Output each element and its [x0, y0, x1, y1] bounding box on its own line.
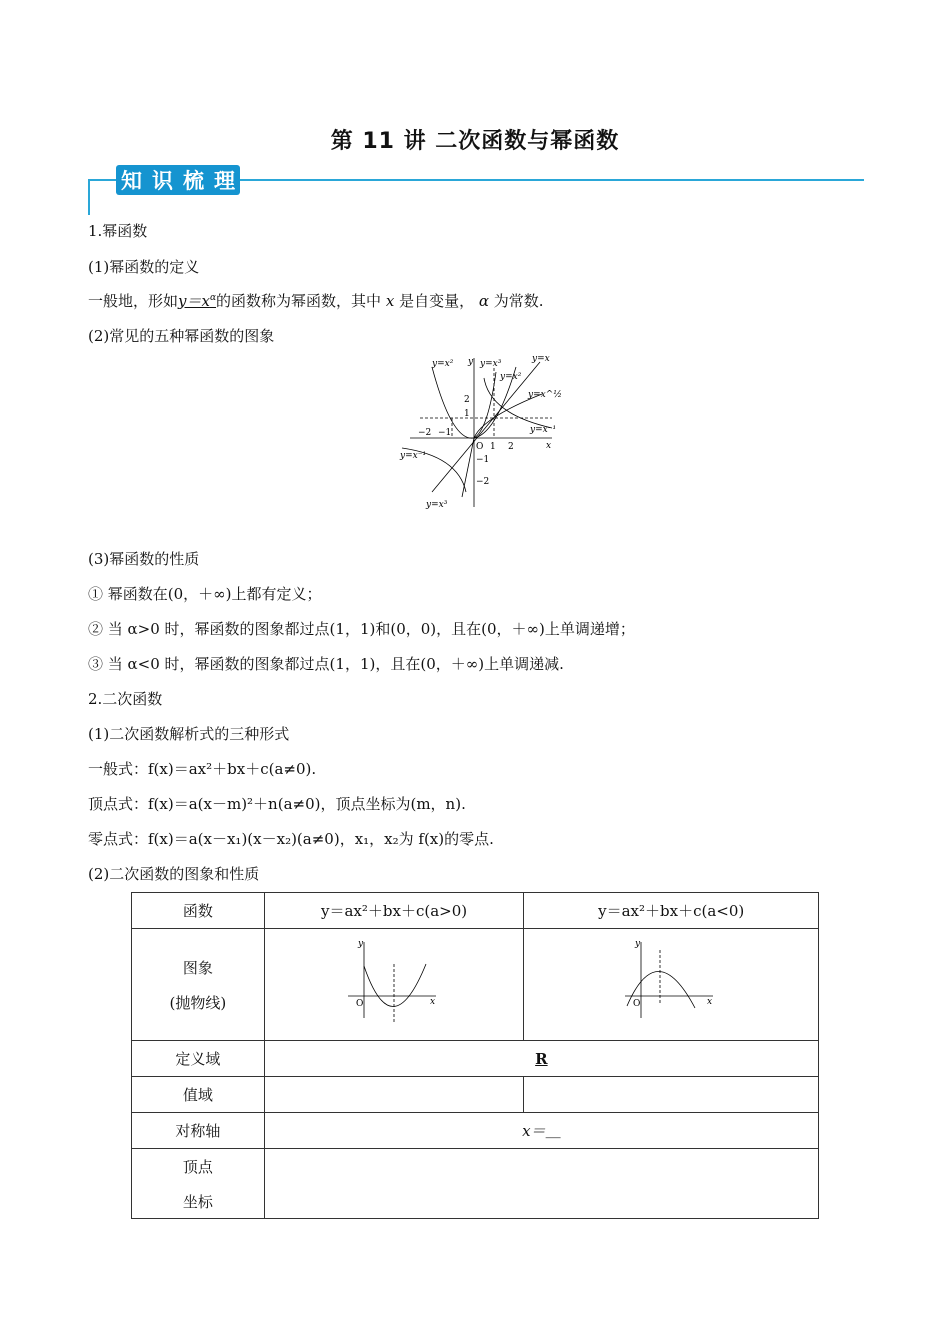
parabola-down-plot [621, 938, 721, 1028]
axis-value-text: x＝ [522, 1122, 546, 1140]
empty-cell [524, 1077, 819, 1113]
axis-value [264, 1113, 818, 1149]
domain-value-text: R [535, 1049, 548, 1068]
table-row [132, 929, 819, 1041]
label-x: y=x [532, 354, 550, 364]
section-banner [88, 165, 864, 215]
tick-neg1: −1 [438, 428, 452, 438]
label-inv-left: y=x⁻¹ [400, 451, 427, 461]
axis-label-x: x [707, 996, 713, 1007]
table-row [132, 1113, 819, 1149]
forms-heading: (1)二次函数解析式的三种形式 [88, 725, 290, 743]
row-label-line: (抛物线) [169, 993, 227, 1012]
property-1: ① 幂函数在(0，＋∞)上都有定义； [88, 585, 322, 603]
tick-y1: 1 [464, 409, 470, 419]
banner-char: 知 [121, 169, 142, 193]
banner-char: 梳 [183, 169, 204, 193]
parabola-up-plot [344, 938, 444, 1028]
row-label-line: 顶点 [182, 1157, 213, 1176]
property-2: ② 当 α>0 时，幂函数的图象都过点(1，1)和(0，0)，且在(0，＋∞)上单调递增； [88, 620, 635, 638]
property-3: ③ 当 α<0 时，幂函数的图象都过点(1，1)，且在(0，＋∞)上单调递减. [88, 655, 564, 673]
tick-x1: 1 [490, 442, 496, 452]
axis-blank: ＿ [545, 1122, 561, 1140]
label-x2: y=x² [432, 359, 454, 369]
curve-x [432, 362, 540, 492]
tick-x2: 2 [508, 442, 514, 452]
row-label-line: 坐标 [182, 1192, 213, 1211]
axis-label-y: y [358, 938, 364, 949]
tick-neg2: −2 [418, 428, 432, 438]
form-vertex: 顶点式：f(x)＝a(x－m)²＋n(a≠0)，顶点坐标为(m，n). [88, 795, 466, 813]
label-inv-right: y=x⁻¹ [530, 425, 557, 435]
definition-text [88, 290, 544, 311]
axis-label-x: x [430, 996, 436, 1007]
graph-heading: (2)常见的五种幂函数的图象 [88, 327, 275, 345]
form-general: 一般式：f(x)＝ax²＋bx＋c(a≠0). [88, 760, 317, 778]
row-label [132, 1149, 265, 1219]
properties-heading: (3)幂函数的性质 [88, 550, 200, 568]
origin: O [476, 442, 484, 452]
plot-cell [264, 929, 524, 1041]
form-zero: 零点式：f(x)＝a(x－x₁)(x－x₂)(a≠0)，x₁，x₂为 f(x)的零点. [88, 830, 494, 848]
origin: O [356, 998, 364, 1009]
label-x3b: y=x³ [426, 500, 448, 510]
domain-value [264, 1041, 818, 1077]
quadratic-properties-table [131, 892, 819, 1219]
power-functions-graph [392, 352, 562, 512]
table-row [132, 1041, 819, 1077]
tick-yneg2: −2 [476, 477, 490, 487]
text: 的函数称为幂函数，其中 [216, 292, 382, 310]
axis-label-y: y [635, 938, 641, 949]
parabola-up [364, 964, 426, 1007]
definition-heading: (1)幂函数的定义 [88, 258, 200, 276]
empty-cell [264, 1077, 524, 1113]
label-sqrt: y=x^½ [528, 390, 562, 400]
label-x2b: y=x² [500, 372, 522, 382]
row-label: 定义域 [132, 1041, 265, 1077]
section-2-heading: 2.二次函数 [88, 690, 163, 708]
tick-yneg1: −1 [476, 455, 490, 465]
axis-label-x: x [546, 441, 552, 451]
var: x [385, 292, 395, 310]
label-x3: y=x³ [480, 359, 502, 369]
row-label: 值域 [132, 1077, 265, 1113]
header-cell: y＝ax²＋bx＋c(a<0) [524, 893, 819, 929]
tick-y2: 2 [464, 395, 470, 405]
origin: O [633, 998, 641, 1009]
section-1-heading: 1.幂函数 [88, 222, 148, 240]
header-cell: 函数 [132, 893, 265, 929]
plot-cell [524, 929, 819, 1041]
row-label-line: 图象 [182, 958, 213, 977]
formula [178, 292, 216, 310]
text: 是自变量， [399, 292, 475, 310]
banner-stem [88, 179, 90, 215]
table-row [132, 1077, 819, 1113]
table-row [132, 893, 819, 929]
table-heading: (2)二次函数的图象和性质 [88, 865, 260, 883]
formula-exp: α [209, 293, 217, 303]
axis-label-y: y [468, 357, 474, 367]
text: 为常数. [493, 292, 544, 310]
page-title: 第 11 讲 二次函数与幂函数 [330, 129, 620, 154]
row-label [132, 929, 265, 1041]
table-row [132, 1149, 819, 1219]
row-label: 对称轴 [132, 1113, 265, 1149]
empty-cell [264, 1149, 818, 1219]
banner-char: 识 [152, 169, 173, 193]
text: 一般地，形如 [88, 292, 179, 310]
var: α [478, 292, 490, 310]
banner-char: 理 [214, 169, 235, 193]
formula-base: y＝x [178, 292, 210, 310]
banner-badge [116, 165, 240, 195]
header-cell: y＝ax²＋bx＋c(a>0) [264, 893, 524, 929]
